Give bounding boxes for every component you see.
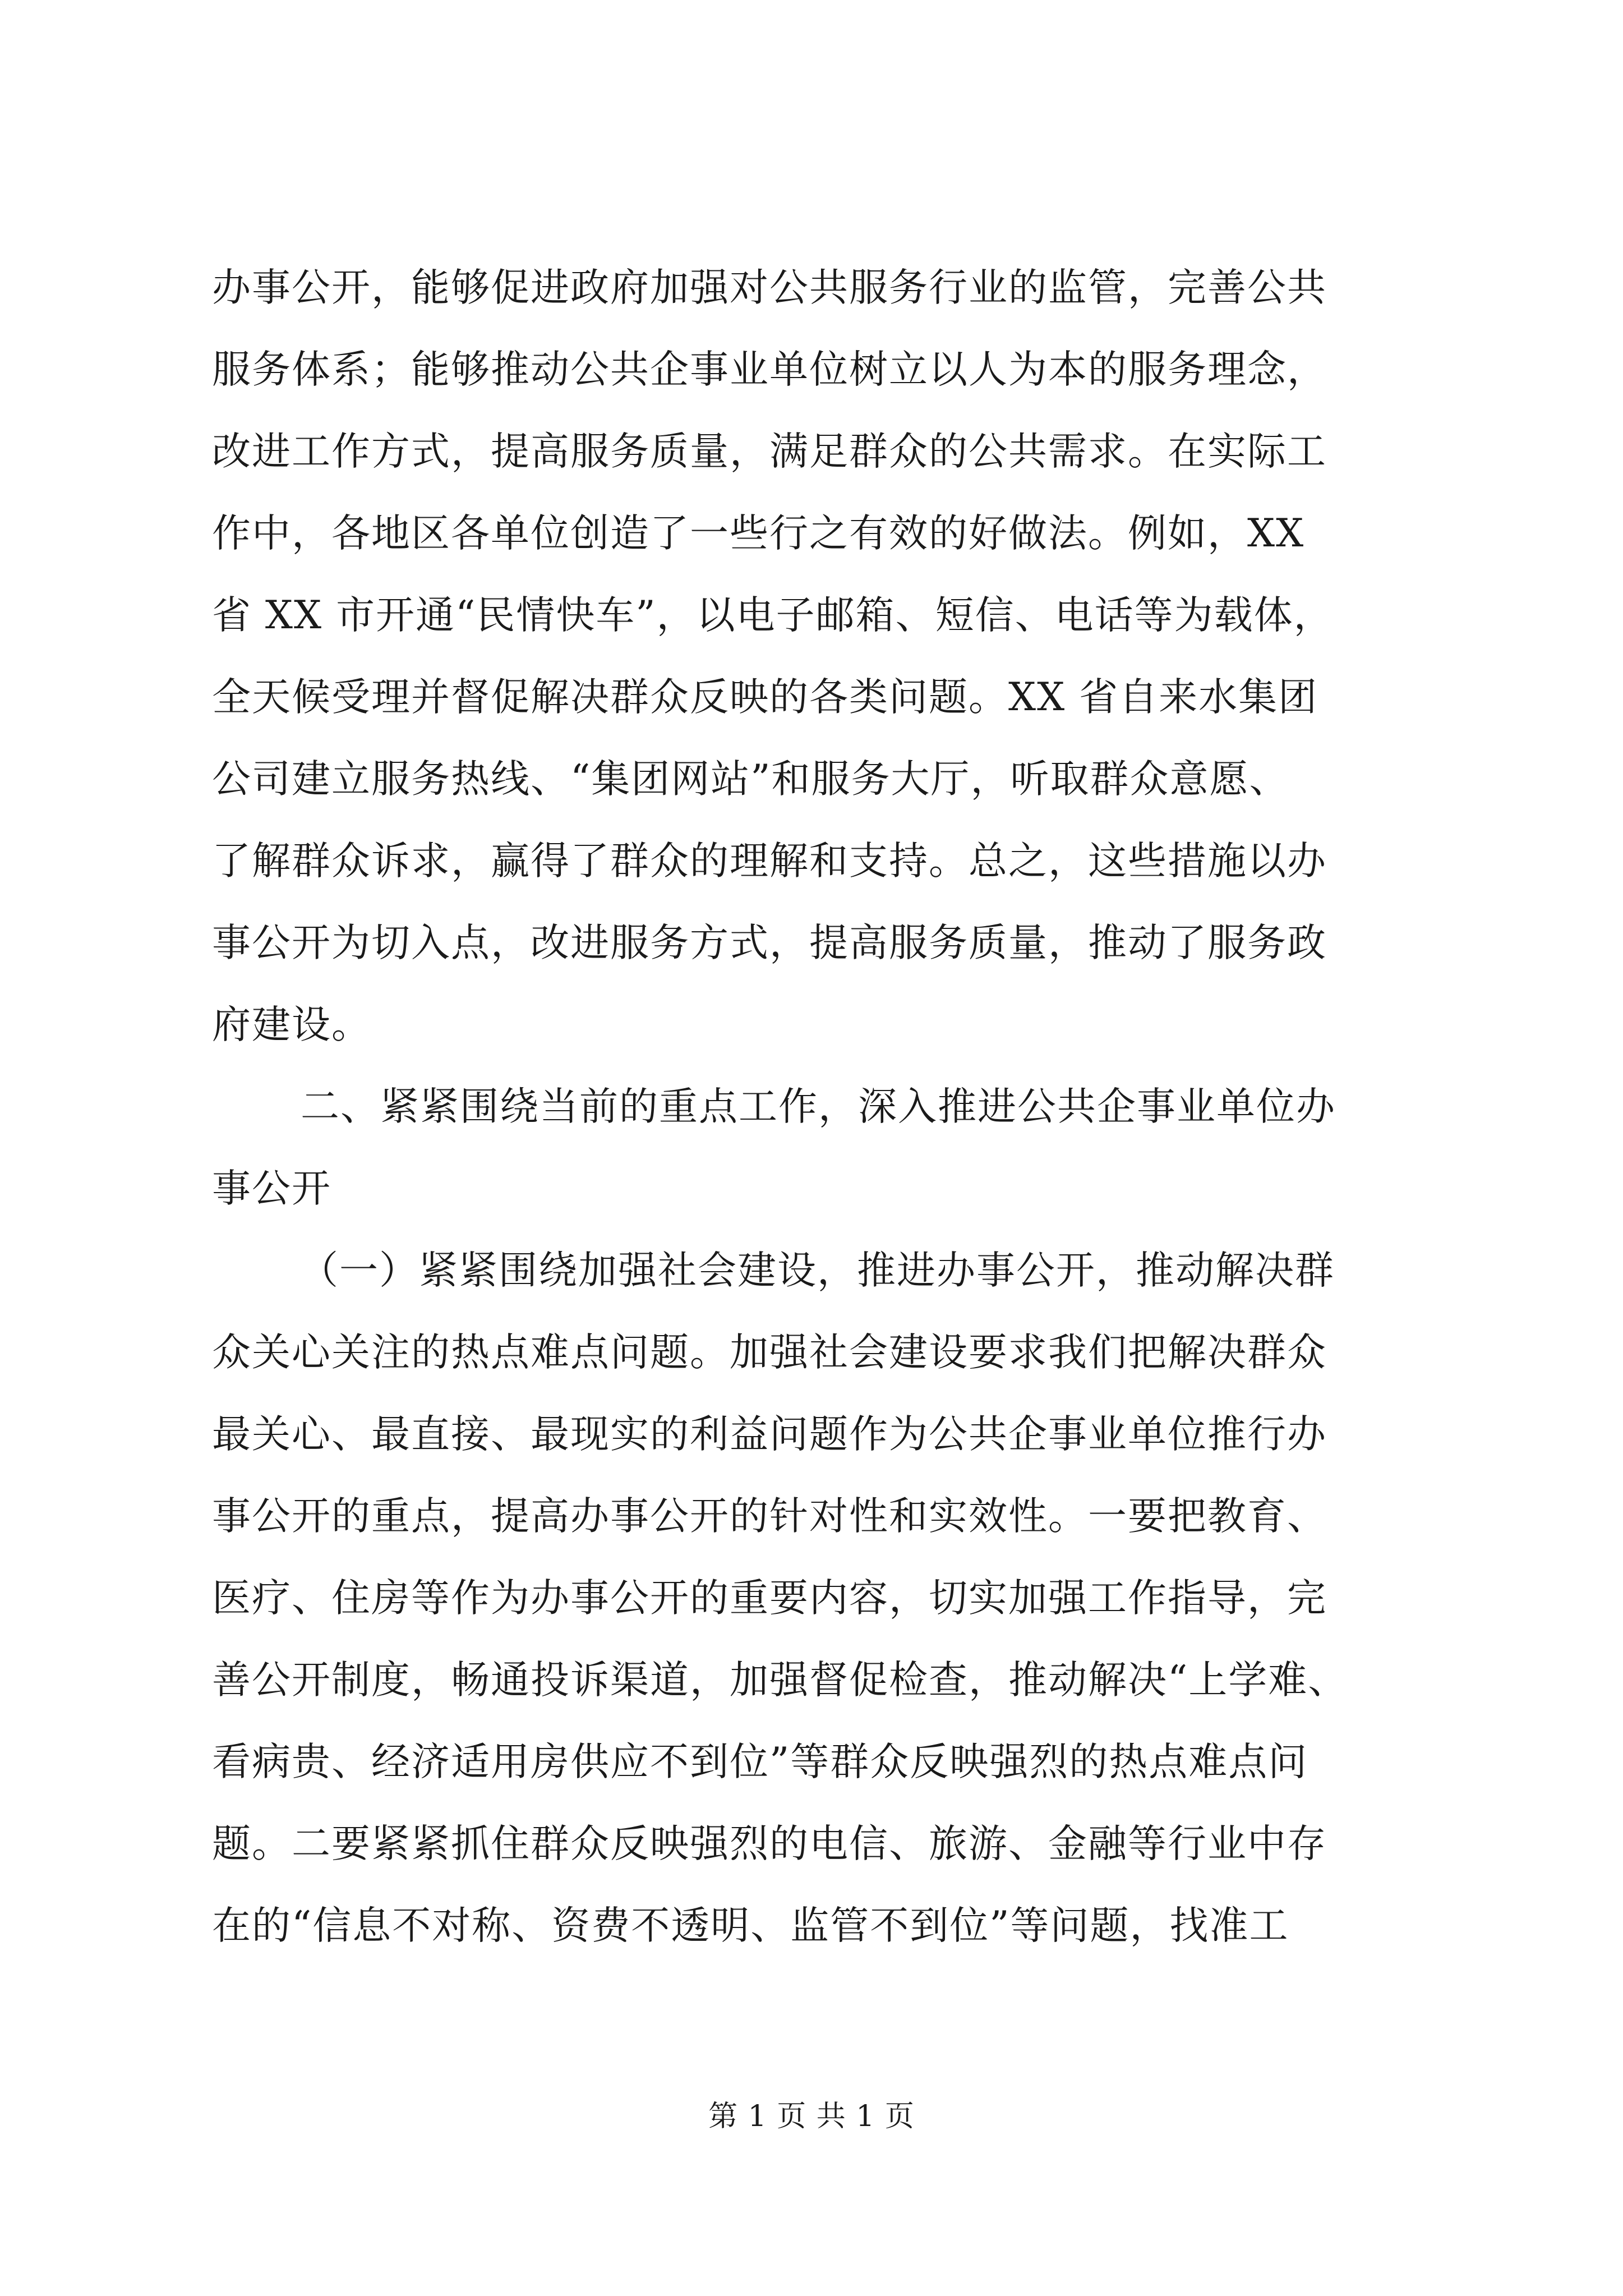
text-line: 服务体系；能够推动公共企事业单位树立以人为本的服务理念，: [212, 347, 1327, 392]
text-line: 看病贵、经济适用房供应不到位”等群众反映强烈的热点难点问: [212, 1740, 1308, 1784]
document-body: [212, 247, 1412, 1967]
text-line: 在的“信息不对称、资费不透明、监管不到位”等问题，找准工: [212, 1903, 1289, 1948]
text-line: 事公开的重点，提高办事公开的针对性和实效性。一要把教育、: [212, 1494, 1327, 1539]
text-line: 最关心、最直接、最现实的利益问题作为公共企事业单位推行办: [212, 1412, 1327, 1457]
text-line: 作中，各地区各单位创造了一些行之有效的好做法。例如，XX: [212, 511, 1305, 556]
text-line: 医疗、住房等作为办事公开的重要内容，切实加强工作指导，完: [212, 1576, 1327, 1621]
text-line: 善公开制度，畅通投诉渠道，加强督促检查，推动解决“上学难、: [212, 1658, 1348, 1703]
subsection-heading-line: （一）紧紧围绕加强社会建设，推进办事公开，推动解决群: [299, 1248, 1335, 1293]
section-heading-line: 二、紧紧围绕当前的重点工作，深入推进公共企事业单位办: [301, 1084, 1336, 1129]
text-line: 全天候受理并督促解决群众反映的各类问题。XX 省自来水集团: [212, 675, 1318, 720]
text-line: 事公开为切入点，改进服务方式，提高服务质量，推动了服务政: [212, 921, 1327, 965]
text-line: 府建设。: [212, 1002, 371, 1047]
text-line: 省 XX 市开通“民情快车”，以电子邮箱、短信、电话等为载体，: [212, 593, 1334, 638]
text-line: 办事公开，能够促进政府加强对公共服务行业的监管，完善公共: [212, 265, 1327, 310]
page-footer: 第 1 页 共 1 页: [708, 2100, 915, 2133]
text-line: 改进工作方式，提高服务质量，满足群众的公共需求。在实际工: [212, 429, 1327, 474]
text-line: 题。二要紧紧抓住群众反映强烈的电信、旅游、金融等行业中存: [212, 1821, 1327, 1866]
section-heading-line: 事公开: [212, 1166, 331, 1211]
text-line: 了解群众诉求，赢得了群众的理解和支持。总之，这些措施以办: [212, 839, 1327, 884]
text-line: 众关心关注的热点难点问题。加强社会建设要求我们把解决群众: [212, 1330, 1327, 1375]
text-line: 公司建立服务热线、“集团网站”和服务大厅，听取群众意愿、: [212, 757, 1289, 802]
